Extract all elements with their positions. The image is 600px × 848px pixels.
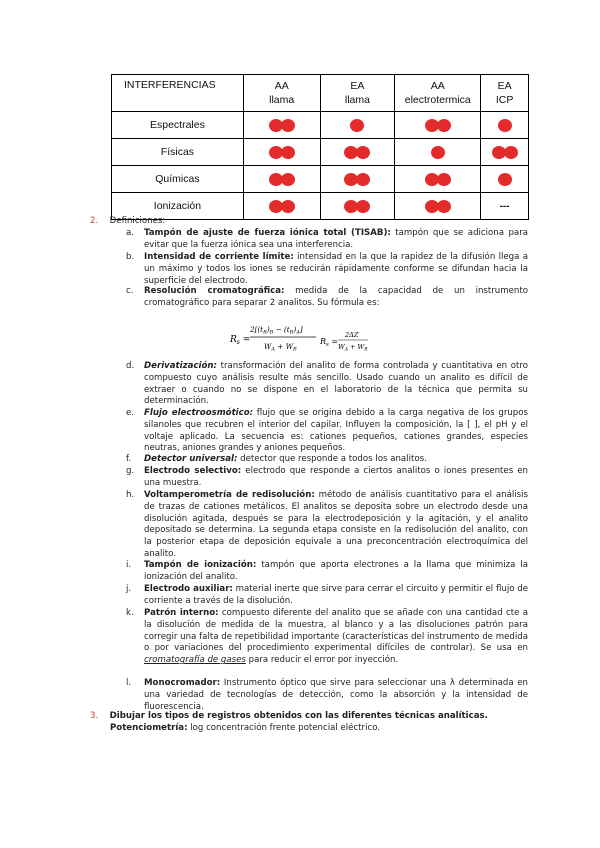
severity-cell	[395, 166, 481, 193]
definition-item	[126, 454, 528, 466]
table-row	[112, 166, 529, 193]
item-definition: medida de la capacidad de un instrumento cromatográfico para separar 2 analitos. Su fórmula es:	[144, 286, 528, 308]
table-header-row	[112, 75, 529, 112]
severity-dot-icon	[437, 119, 451, 132]
definition-item	[126, 228, 528, 252]
not-applicable-dash: ---	[499, 201, 510, 212]
header-line1: INTERFERENCIAS	[124, 79, 216, 91]
item-label: k.	[126, 608, 134, 618]
header-line2: ICP	[495, 94, 514, 106]
severity-dot-icon	[437, 173, 451, 186]
potenciometria-term: Potenciometría:	[110, 723, 188, 733]
severity-dot-icon	[281, 119, 295, 132]
formula-numerator: $2[(t_R)_B - (t_R)_A]$	[250, 325, 303, 336]
item-term: Electrodo auxiliar:	[144, 584, 233, 594]
header-line2: llama	[344, 94, 370, 106]
severity-cell	[320, 112, 395, 139]
definition-item	[126, 252, 528, 287]
interferences-table	[111, 74, 529, 220]
definition-item	[126, 361, 528, 408]
item-label: l.	[126, 678, 132, 688]
formula-lhs: $R_s$ =	[230, 335, 251, 346]
severity-dot-icon	[504, 146, 518, 159]
item-definition: transformación del analito de forma controlada y cuantitativa en otro compuesto cuyo análisis resulte más sencillo. Usado cuando un analito es difícil de extraer o cuando no se dispone en el laboratorio de la técnica que permita su determinación.	[144, 361, 528, 407]
item-definition: detector que responde a todos los analitos.	[237, 454, 427, 464]
formula-rhs-lhs: $R_s$ =	[320, 337, 339, 348]
severity-dot-icon	[356, 146, 370, 159]
row-label: Ionización	[112, 193, 244, 220]
item-body	[144, 608, 528, 667]
table-row	[112, 193, 529, 220]
item-label: a.	[126, 228, 134, 238]
item-body	[144, 408, 528, 455]
severity-dot-icon	[437, 200, 451, 213]
item-definition-tail: para reducir el error por inyección.	[245, 655, 399, 666]
definition-item	[126, 678, 528, 713]
item-definition: método de análisis cuantitativo para el análisis de trazas de cationes metálicos. El analitos se deposita sobre un electrodo desde una disolución agitada, después se para la electrodeposición y la agitación, y el analito depositado se determina. La segunda etapa consiste en la redisolución del analito, con la posterior etapa de deposición equivale a una preconcentración electroquímica del analito.	[144, 490, 528, 559]
definition-item	[126, 608, 528, 667]
item-term: Tampón de ajuste de fuerza iónica total (TISAB):	[144, 228, 391, 238]
item-body	[144, 361, 528, 408]
item-definition: compuesto diferente del analito que se añade con una cantidad cte a la disolución de medida de la muestra, al blanco y a las disoluciones patrón para corregir una falta de repetibilidad importante (características del instrumento de medida o por variaciones del procedimiento experimental difíciles de controlar). Se usa en	[144, 608, 528, 654]
severity-dot-icon	[498, 173, 512, 186]
potenciometria-def: log concentración frente potencial eléctrico.	[187, 723, 381, 733]
definition-item	[126, 466, 528, 490]
section-title: Dibujar los tipos de registros obtenidos con las diferentes técnicas analíticas.	[109, 711, 488, 721]
definition-item	[126, 286, 528, 310]
item-definition: Instrumento óptico que sirve para seleccionar una λ determinada en una variedad de tecnologías de detección, como la absorción y la intensidad de fluorescencia.	[144, 678, 528, 712]
item-term: Tampón de ionización:	[144, 560, 257, 570]
section-3-heading	[90, 711, 488, 723]
header-line1: AA	[274, 80, 289, 92]
header-line1: EA	[497, 80, 512, 92]
item-body	[144, 584, 528, 608]
item-definition: electrodo que responde a ciertos analitos o iones presentes en una muestra.	[144, 466, 528, 488]
severity-dot-icon	[356, 173, 370, 186]
item-label: i.	[126, 560, 132, 570]
item-term: Voltamperometría de redisolución:	[144, 490, 315, 500]
row-label: Espectrales	[112, 112, 244, 139]
item-definition: intensidad en la que la rapidez de la difusión llega a un máximo y todos los iones se reducirán rápidamente conforme se difundan hacia la superficie del electrodo.	[144, 252, 528, 286]
formula-rhs-numerator: 2ΔZ	[345, 331, 359, 339]
definition-item	[126, 408, 528, 455]
severity-cell	[243, 112, 320, 139]
formula-rhs-denominator: $W_A + W_B$	[338, 343, 368, 353]
header-aa-llama	[243, 75, 320, 112]
item-term: Resolución cromatográfica:	[144, 286, 285, 296]
item-term: Monocromador:	[144, 678, 221, 688]
resolution-formula	[228, 318, 378, 358]
severity-dot-icon	[281, 173, 295, 186]
item-label: d.	[126, 361, 135, 371]
severity-dot-icon	[281, 200, 295, 213]
header-aa-electrotermica	[395, 75, 481, 112]
item-body	[144, 228, 528, 252]
item-link[interactable]: cromatografía de gases	[144, 655, 246, 666]
severity-cell	[481, 139, 529, 166]
severity-cell	[395, 139, 481, 166]
item-label: b.	[126, 252, 135, 262]
item-body	[144, 286, 528, 310]
row-label: Físicas	[112, 139, 244, 166]
item-definition: tampón que aporta electrones a la llama que minimiza la ionización del analito.	[144, 560, 529, 582]
item-label: f.	[126, 454, 132, 464]
severity-cell	[481, 112, 529, 139]
item-body	[144, 490, 528, 561]
item-definition: flujo que se origina debido a la carga negativa de los grupos silanoles que recubren el interior del capilar. Influyen la composición, la [ ], el pH y el voltaje aplicado. La secuencia es: cationes pequeños, cationes grandes, especies neutras, aniones grandes y aniones pequeños.	[144, 408, 528, 454]
row-label: Químicas	[112, 166, 244, 193]
severity-cell	[320, 193, 395, 220]
header-line2: llama	[269, 94, 295, 106]
severity-cell	[395, 112, 481, 139]
item-definition: tampón que se adiciona para evitar que la fuerza iónica sea una interferencia.	[144, 228, 528, 250]
item-body	[144, 560, 528, 584]
header-line1: EA	[350, 80, 365, 92]
potenciometria-line	[110, 723, 380, 735]
item-term: Detector universal:	[144, 454, 238, 464]
severity-dot-icon	[431, 146, 445, 159]
section-title: Definiciones:	[109, 216, 166, 226]
definition-item	[126, 584, 528, 608]
item-label: j.	[126, 584, 132, 594]
table-row	[112, 139, 529, 166]
severity-cell	[243, 193, 320, 220]
section-number: 3.	[90, 711, 99, 721]
severity-cell	[395, 193, 481, 220]
item-term: Derivatización:	[144, 361, 217, 371]
formula-graphic	[228, 318, 378, 358]
severity-dot-icon	[356, 200, 370, 213]
severity-cell	[243, 139, 320, 166]
formula-denominator: $W_A + W_B$	[264, 342, 297, 353]
item-body	[144, 678, 528, 713]
severity-cell	[481, 193, 529, 220]
item-body	[144, 466, 528, 490]
item-body	[144, 252, 528, 287]
item-term: Flujo electroosmótico:	[144, 408, 254, 418]
severity-dot-icon	[350, 119, 364, 132]
severity-cell	[481, 166, 529, 193]
item-term: Intensidad de corriente límite:	[144, 252, 294, 262]
header-ea-icp	[481, 75, 529, 112]
severity-cell	[243, 166, 320, 193]
definition-item	[126, 560, 528, 584]
item-label: g.	[126, 466, 135, 476]
section-2-heading	[90, 216, 165, 228]
definition-item	[126, 490, 528, 561]
header-interferencias	[112, 75, 244, 112]
header-line1: AA	[430, 80, 445, 92]
item-term: Electrodo selectivo:	[144, 466, 242, 476]
header-line2: electrotermica	[404, 94, 471, 106]
severity-dot-icon	[281, 146, 295, 159]
header-ea-llama	[320, 75, 395, 112]
table-row	[112, 112, 529, 139]
item-body	[144, 454, 528, 466]
item-label: e.	[126, 408, 135, 418]
section-number: 2.	[90, 216, 99, 226]
item-label: h.	[126, 490, 135, 500]
item-definition: material inerte que sirve para cerrar el circuito y permitir el flujo de corriente a través de la disolución.	[144, 584, 528, 606]
severity-dot-icon	[498, 119, 512, 132]
severity-cell	[320, 139, 395, 166]
severity-cell	[320, 166, 395, 193]
item-term: Patrón interno:	[144, 608, 219, 618]
item-label: c.	[126, 286, 134, 296]
